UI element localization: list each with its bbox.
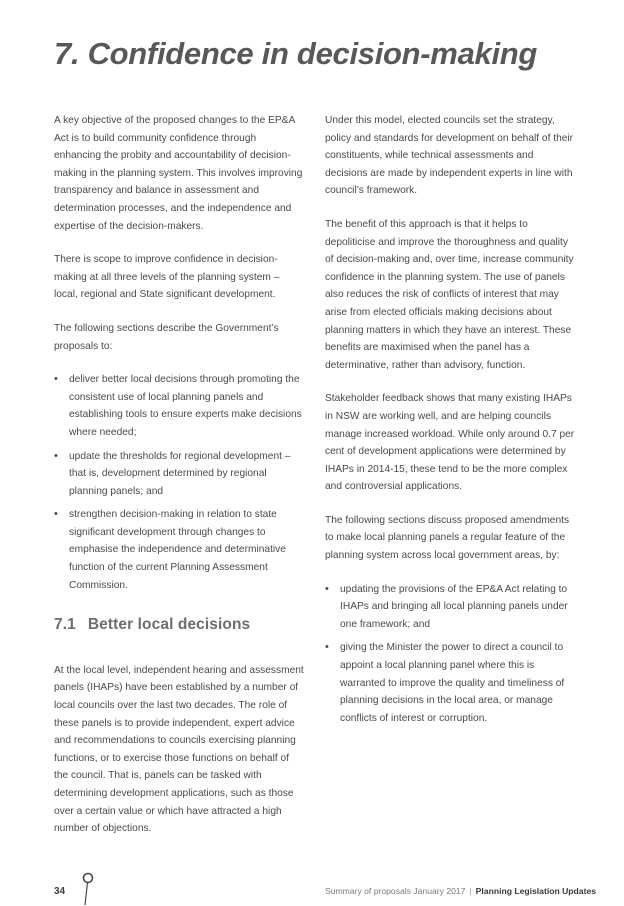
list-item: • update the thresholds for regional development – that is, development determined by regional planning panels; and bbox=[54, 448, 304, 501]
location-pin-icon bbox=[80, 872, 96, 906]
proposals-list bbox=[54, 371, 304, 594]
list-item: • giving the Minister the power to direct a council to appoint a local planning panel where this is warranted to improve the quality and timeliness of planning decisions in the local area, or manage conflicts of interest or corruption. bbox=[325, 639, 575, 727]
footer bbox=[325, 886, 596, 896]
list-item: • updating the provisions of the EP&A Act relating to IHAPs and bringing all local planning panels under one framework; and bbox=[325, 581, 575, 634]
footer-publication: Planning Legislation Updates bbox=[475, 886, 596, 896]
footer-summary: Summary of proposals January 2017 bbox=[325, 886, 466, 896]
section-heading bbox=[54, 616, 304, 634]
page-title: 7. Confidence in decision-making bbox=[54, 36, 538, 71]
list-item: • deliver better local decisions through promoting the consistent use of local planning panels and establishing tools to ensure experts make decisions where needed; bbox=[54, 371, 304, 441]
amendments-list bbox=[325, 581, 575, 728]
scope-paragraph: There is scope to improve confidence in decision-making at all three levels of the planning system – local, regional and State significant development. bbox=[54, 254, 280, 301]
feedback-paragraph: Stakeholder feedback shows that many existing IHAPs in NSW are working well, and are helping councils manage increased workload. While only around 0.7 per cent of development applications were determined by IHAPs in 2014-15, these tend to be the more complex and controversial applications. bbox=[325, 393, 575, 493]
amendments-paragraph: The following sections discuss proposed amendments to make local planning panels a regular feature of the planning system across local government areas, by: bbox=[325, 514, 570, 562]
right-column bbox=[325, 112, 575, 743]
model-paragraph: Under this model, elected councils set the strategy, policy and standards for development on behalf of their constituents, while technical assessments and decisions are made by independent experts in line with council’s framework. bbox=[325, 115, 574, 197]
section-title: Better local decisions bbox=[87, 616, 251, 634]
footer-separator: | bbox=[469, 886, 472, 896]
intro-paragraph: A key objective of the proposed changes to the EP&A Act is to build community confidence through enhancing the probity and accountability of decision-making in the planning system. This involves improving transparency and balance in assessment and determination processes, and the independence and expertise of the decision-makers. bbox=[54, 115, 303, 232]
ihap-paragraph: At the local level, independent hearing and assessment panels (IHAPs) have been established by a number of local councils over the last two decades. The role of these panels is to provide independent, expert advice and recommendations to councils exercising planning functions, or to exercise those functions on behalf of the council. That is, panels can be tasked with determining development applications, such as those over a certain value or which have attracted a high number of objections. bbox=[54, 664, 304, 835]
benefit-paragraph: The benefit of this approach is that it helps to depoliticise and improve the thoroughness and quality of decision-making and, over time, increase community confidence in the planning system. The use of panels also reduces the risk of conflicts of interest that may arise from elected officials making decisions about planning matters in which they have an interest. These benefits are maximised when the panel has a determinative, rather than advisory, function. bbox=[325, 218, 574, 371]
list-item: • strengthen decision-making in relation to state significant development through changes to emphasise the independence and determinative function of the current Planning Assessment Commission. bbox=[54, 506, 304, 594]
sections-intro-paragraph: The following sections describe the Government’s proposals to: bbox=[54, 322, 279, 352]
left-column bbox=[54, 112, 304, 854]
page-number: 34 bbox=[54, 886, 66, 897]
section-number: 7.1 bbox=[54, 616, 76, 634]
